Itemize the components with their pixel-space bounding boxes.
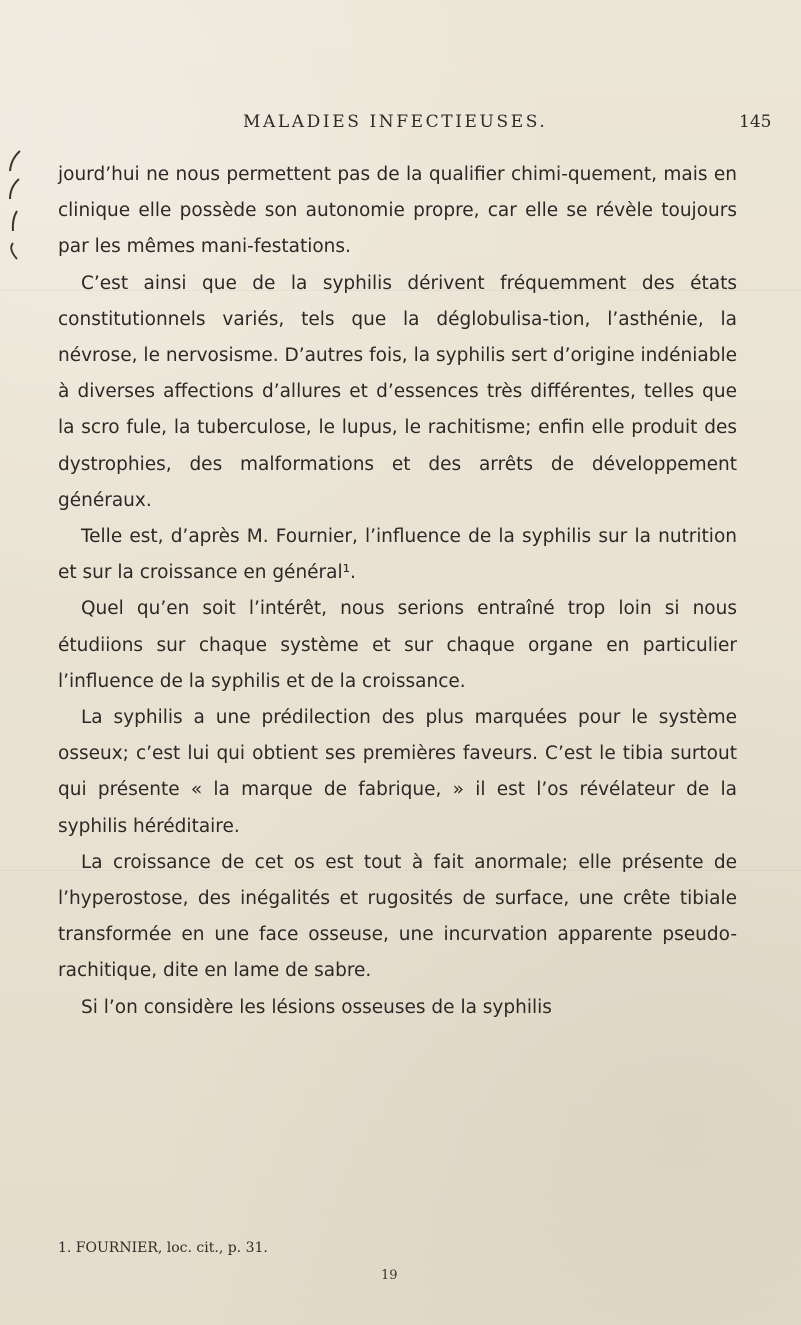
signature-mark: 19: [381, 1268, 398, 1283]
paren-mark-icon: [3, 209, 27, 233]
paren-mark-icon: [3, 177, 27, 201]
paragraph-3: Telle est, d’après M. Fournier, l’influence de la syphilis sur la nutrition et sur la croissance en général¹.: [58, 526, 737, 584]
paragraph-1: jourd’hui ne nous permettent pas de la qualifier chimi-quement, mais en clinique elle possède son autonomie propre, car elle se révèle toujours par les mêmes mani-festations.: [58, 164, 737, 258]
paragraph-4: Quel qu’en soit l’intérêt, nous serions entraîné trop loin si nous étudiions sur chaque système et sur chaque organe en particulier l’influence de la syphilis et de la croissance.: [58, 598, 737, 692]
footnote: 1. FOURNIER, loc. cit., p. 31.: [58, 1240, 268, 1256]
body-text: [58, 157, 737, 1026]
paren-mark-icon: [3, 149, 27, 173]
paragraph-5: La syphilis a une prédilection des plus marquées pour le système osseux; c’est lui qui obtient ses premières faveurs. C’est le tibia surtout qui présente « la marque de fabrique, » il est l’os révélateur de la syphilis héréditaire.: [58, 707, 737, 837]
page-number: 145: [739, 112, 772, 132]
paragraph-2: C’est ainsi que de la syphilis dérivent fréquemment des états constitutionnels variés, tels que la déglobulisa-tion, l’asthénie, la névrose, le nervosisme. D’autres fois, la syphilis sert d’origine indéniable à diverses affections d’allures et d’essences très différentes, telles que la scro fule, la tuberculose, le lupus, le rachitisme; enfin elle produit des dystrophies, des malformations et des arrêts de développement généraux.: [58, 272, 737, 511]
paren-mark-icon: [3, 241, 27, 265]
running-title: MALADIES INFECTIEUSES.: [243, 112, 548, 132]
margin-marks: [3, 149, 27, 267]
paragraph-7: Si l’on considère les lésions osseuses de la syphilis: [81, 996, 552, 1018]
running-head: [0, 112, 801, 142]
paragraph-6: La croissance de cet os est tout à fait anormale; elle présente de l’hyperostose, des inégalités et rugosités de surface, une crête tibiale transformée en une face osseuse, une incurvation apparente pseudo-rachitique, dite en lame de sabre.: [58, 851, 737, 982]
